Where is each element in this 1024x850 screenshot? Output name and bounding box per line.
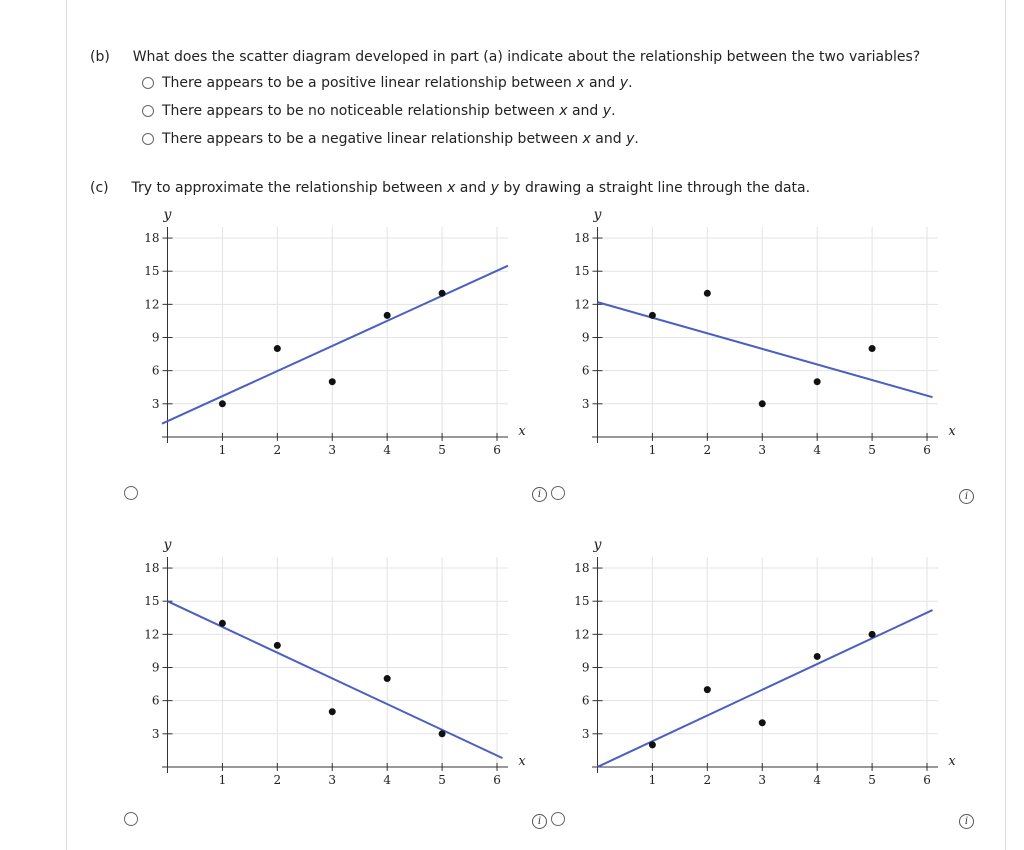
data-point — [814, 378, 821, 385]
y-tick-label: 3 — [581, 726, 590, 741]
x-tick-label: 6 — [923, 442, 931, 457]
data-point — [649, 312, 656, 319]
x-tick-label: 5 — [438, 442, 446, 457]
choice-radio-3[interactable] — [124, 812, 138, 826]
scatter-chart-2 — [550, 205, 956, 470]
y-tick-label: 3 — [151, 726, 160, 741]
option-negative[interactable] — [142, 131, 639, 147]
y-axis-label: y — [593, 537, 602, 553]
option-label: There appears to be a negative linear relationship between x and y. — [162, 131, 639, 147]
y-tick-label: 6 — [151, 363, 160, 378]
data-point — [274, 642, 281, 649]
option-positive[interactable] — [142, 75, 633, 91]
info-icon[interactable]: i — [959, 489, 974, 504]
x-tick-label: 2 — [273, 442, 282, 457]
data-point — [439, 290, 446, 297]
y-tick-label: 9 — [151, 660, 160, 675]
choice-radio-1[interactable] — [124, 486, 138, 500]
data-point — [649, 741, 656, 748]
x-tick-label: 6 — [493, 772, 501, 787]
fit-line — [167, 601, 502, 758]
y-tick-label: 9 — [581, 660, 590, 675]
y-tick-label: 18 — [144, 231, 160, 246]
data-point — [759, 719, 766, 726]
info-icon[interactable]: i — [532, 814, 547, 829]
choice-radio-2[interactable] — [551, 486, 565, 500]
data-point — [439, 730, 446, 737]
x-tick-label: 1 — [648, 772, 657, 787]
y-tick-label: 18 — [144, 561, 160, 576]
radio-button[interactable] — [142, 77, 154, 89]
fit-line — [162, 266, 508, 424]
y-tick-label: 9 — [151, 330, 160, 345]
y-tick-label: 18 — [574, 561, 590, 576]
x-tick-label: 4 — [813, 772, 821, 787]
y-tick-label: 15 — [144, 594, 160, 609]
x-tick-label: 3 — [758, 772, 767, 787]
x-tick-label: 5 — [438, 772, 446, 787]
option-none[interactable] — [142, 103, 616, 119]
x-axis-label: x — [518, 423, 526, 439]
x-axis-label: x — [948, 423, 956, 439]
y-tick-label: 12 — [574, 297, 590, 312]
x-tick-label: 6 — [493, 442, 501, 457]
x-tick-label: 5 — [868, 442, 876, 457]
data-point — [219, 400, 226, 407]
x-tick-label: 3 — [328, 442, 337, 457]
data-point — [869, 345, 876, 352]
option-label: There appears to be no noticeable relationship between x and y. — [162, 103, 616, 119]
data-point — [759, 400, 766, 407]
part-c-question — [90, 180, 810, 196]
x-tick-label: 4 — [813, 442, 821, 457]
y-tick-label: 9 — [581, 330, 590, 345]
y-tick-label: 12 — [144, 627, 160, 642]
x-tick-label: 3 — [328, 772, 337, 787]
radio-button[interactable] — [142, 133, 154, 145]
data-point — [384, 312, 391, 319]
y-axis-label: y — [593, 207, 602, 223]
data-point — [814, 653, 821, 660]
y-tick-label: 3 — [151, 396, 160, 411]
x-tick-label: 4 — [383, 442, 391, 457]
y-axis-label: y — [163, 537, 172, 553]
x-tick-label: 1 — [648, 442, 657, 457]
y-tick-label: 12 — [144, 297, 160, 312]
data-point — [329, 378, 336, 385]
x-tick-label: 6 — [923, 772, 931, 787]
part-b-question — [90, 49, 920, 65]
data-point — [704, 686, 711, 693]
x-tick-label: 3 — [758, 442, 767, 457]
data-point — [274, 345, 281, 352]
y-tick-label: 6 — [581, 363, 590, 378]
info-icon[interactable]: i — [532, 487, 547, 502]
part-c-label: (c) — [90, 180, 109, 196]
x-tick-label: 1 — [218, 442, 227, 457]
y-tick-label: 15 — [574, 264, 590, 279]
data-point — [704, 290, 711, 297]
y-tick-label: 3 — [581, 396, 590, 411]
x-tick-label: 2 — [703, 442, 712, 457]
y-tick-label: 12 — [574, 627, 590, 642]
part-b-label: (b) — [90, 49, 110, 65]
x-tick-label: 2 — [703, 772, 712, 787]
fit-line — [597, 610, 932, 767]
data-point — [329, 708, 336, 715]
choice-radio-4[interactable] — [551, 812, 565, 826]
y-tick-label: 18 — [574, 231, 590, 246]
part-c-question-text: Try to approximate the relationship between x and y by drawing a straight line through the data. — [131, 180, 811, 196]
x-tick-label: 1 — [218, 772, 227, 787]
y-axis-label: y — [163, 207, 172, 223]
scatter-chart-4 — [550, 535, 956, 800]
y-tick-label: 15 — [574, 594, 590, 609]
scatter-chart-1 — [120, 205, 526, 470]
info-icon[interactable]: i — [959, 814, 974, 829]
y-tick-label: 6 — [151, 693, 160, 708]
x-tick-label: 5 — [868, 772, 876, 787]
x-tick-label: 2 — [273, 772, 282, 787]
scatter-chart-3 — [120, 535, 526, 800]
y-tick-label: 6 — [581, 693, 590, 708]
fit-line — [597, 302, 932, 397]
data-point — [384, 675, 391, 682]
data-point — [219, 620, 226, 627]
x-tick-label: 4 — [383, 772, 391, 787]
data-point — [869, 631, 876, 638]
radio-button[interactable] — [142, 105, 154, 117]
y-tick-label: 15 — [144, 264, 160, 279]
part-b-question-text: What does the scatter diagram developed in part (a) indicate about the relationship between the two variables? — [132, 49, 921, 65]
x-axis-label: x — [518, 753, 526, 769]
x-axis-label: x — [948, 753, 956, 769]
option-label: There appears to be a positive linear relationship between x and y. — [162, 75, 633, 91]
